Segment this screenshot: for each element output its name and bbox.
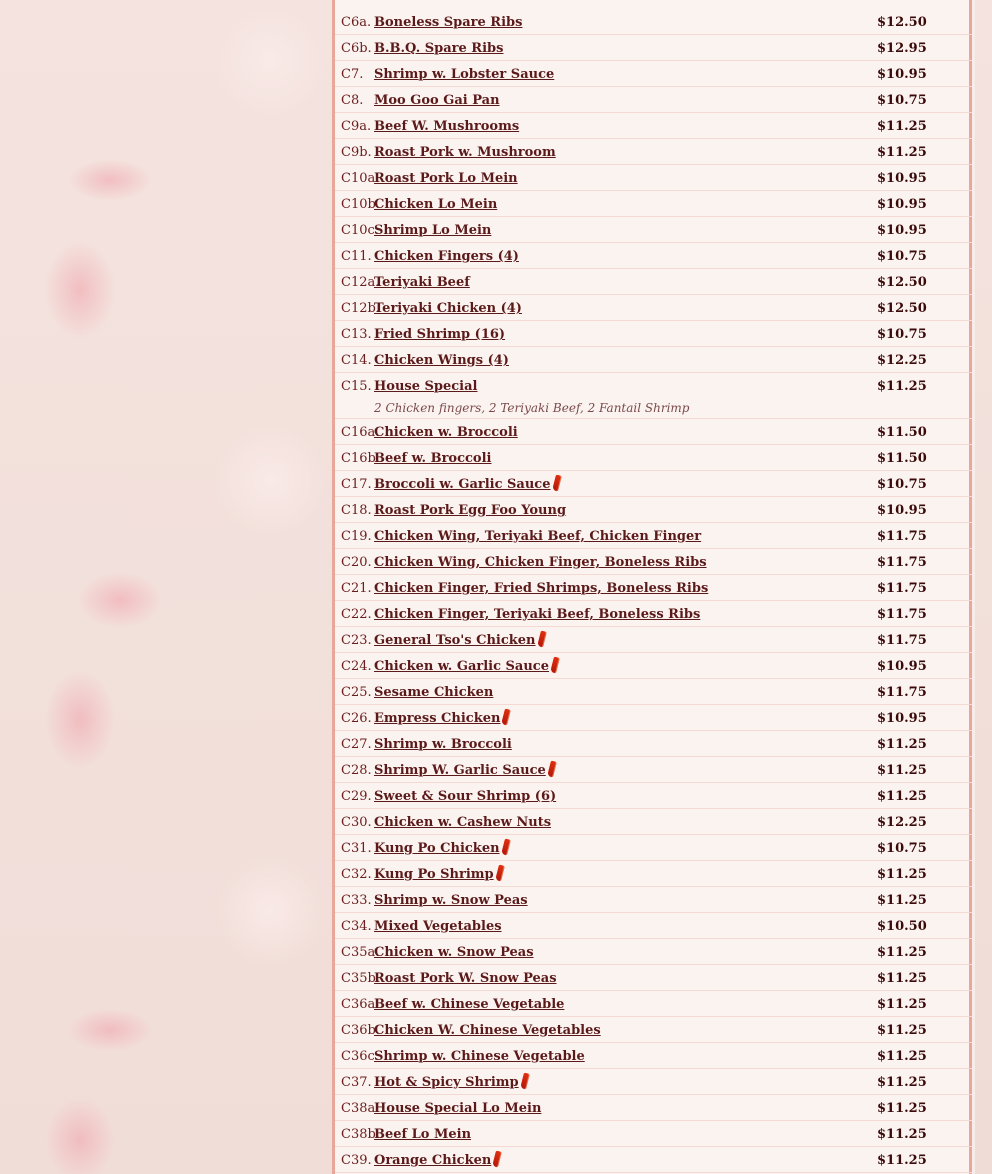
menu-item-row — [335, 190, 972, 217]
item-code: C13. — [341, 327, 372, 342]
item-name-link[interactable]: Shrimp W. Garlic Sauce — [374, 763, 546, 778]
item-code: C35b. — [341, 971, 380, 986]
item-name-link[interactable]: Sesame Chicken — [374, 685, 494, 700]
item-code: C38a. — [341, 1101, 380, 1116]
item-code: C23. — [341, 633, 372, 648]
item-name-link[interactable]: Broccoli w. Garlic Sauce — [374, 477, 551, 492]
item-code: C24. — [341, 659, 372, 674]
menu-item-row — [335, 496, 972, 523]
item-name-link[interactable]: Kung Po Shrimp — [374, 867, 494, 882]
item-name-link[interactable]: Shrimp w. Lobster Sauce — [374, 67, 555, 82]
item-code: C30. — [341, 815, 372, 830]
chili-pepper-icon — [537, 631, 547, 648]
item-code: C20. — [341, 555, 372, 570]
menu-item-row — [335, 138, 972, 165]
menu-item-row — [335, 990, 972, 1017]
item-code: C15. — [341, 379, 372, 394]
item-code: C21. — [341, 581, 372, 596]
item-name-link[interactable]: Chicken W. Chinese Vegetables — [374, 1023, 601, 1038]
menu-item-row — [335, 86, 972, 113]
item-code: C31. — [341, 841, 372, 856]
menu-item-row — [335, 938, 972, 965]
item-price: $10.95 — [877, 223, 927, 238]
item-code: C6b. — [341, 41, 372, 56]
menu-item-row — [335, 626, 972, 653]
menu-item-row — [335, 860, 972, 887]
menu-item-row — [335, 268, 972, 295]
item-code: C12a. — [341, 275, 380, 290]
item-code: C9a. — [341, 119, 372, 134]
item-name-link[interactable]: Chicken Fingers (4) — [374, 249, 519, 264]
page-background-left — [0, 0, 332, 1174]
item-code: C19. — [341, 529, 372, 544]
item-price: $11.25 — [877, 1049, 927, 1064]
menu-item-row — [335, 1042, 972, 1069]
menu-item-row — [335, 730, 972, 757]
menu-item-row — [335, 912, 972, 939]
menu-panel — [332, 0, 972, 1174]
item-code: C37. — [341, 1075, 372, 1090]
item-price: $10.50 — [877, 919, 927, 934]
menu-item-row — [335, 782, 972, 809]
menu-item-row — [335, 522, 972, 549]
item-name-link[interactable]: Beef w. Broccoli — [374, 451, 492, 466]
menu-item-row — [335, 808, 972, 835]
item-code: C28. — [341, 763, 372, 778]
menu-item-row — [335, 60, 972, 87]
item-price: $11.25 — [877, 945, 927, 960]
item-name-link[interactable]: Shrimp w. Snow Peas — [374, 893, 528, 908]
item-name-link[interactable]: Chicken w. Cashew Nuts — [374, 815, 552, 830]
item-price: $11.25 — [877, 1153, 927, 1168]
item-code: C36c. — [341, 1049, 379, 1064]
menu-item-row — [335, 834, 972, 861]
item-price: $12.50 — [877, 15, 927, 30]
item-price: $10.95 — [877, 171, 927, 186]
item-code: C36b. — [341, 1023, 380, 1038]
item-price: $10.95 — [877, 67, 927, 82]
chili-pepper-icon — [520, 1073, 530, 1090]
item-name-link[interactable]: Roast Pork W. Snow Peas — [374, 971, 557, 986]
item-price: $10.75 — [877, 93, 927, 108]
item-name-link[interactable]: Beef w. Chinese Vegetable — [374, 997, 565, 1012]
menu-item-row — [335, 704, 972, 731]
item-name-link[interactable]: Hot & Spicy Shrimp — [374, 1075, 519, 1090]
item-code: C25. — [341, 685, 372, 700]
item-price: $11.25 — [877, 893, 927, 908]
item-code: C7. — [341, 67, 364, 82]
item-name-link[interactable]: Moo Goo Gai Pan — [374, 93, 500, 108]
item-price: $11.25 — [877, 763, 927, 778]
page-background-right — [975, 0, 992, 1174]
menu-item-row — [335, 886, 972, 913]
item-code: C34. — [341, 919, 372, 934]
item-code: C17. — [341, 477, 372, 492]
chili-pepper-icon — [552, 475, 562, 492]
item-name-link[interactable]: Shrimp Lo Mein — [374, 223, 492, 238]
item-code: C10c. — [341, 223, 379, 238]
menu-item-row — [335, 216, 972, 243]
item-price: $11.25 — [877, 1101, 927, 1116]
item-price: $10.95 — [877, 711, 927, 726]
item-price: $11.25 — [877, 737, 927, 752]
chili-pepper-icon — [501, 839, 511, 856]
item-name-link[interactable]: Chicken w. Snow Peas — [374, 945, 534, 960]
menu-item-row — [335, 418, 972, 445]
item-price: $11.75 — [877, 633, 927, 648]
item-name-link[interactable]: Chicken w. Broccoli — [374, 425, 518, 440]
item-description: 2 Chicken fingers, 2 Teriyaki Beef, 2 Fantail Shrimp — [374, 401, 690, 415]
item-price: $11.25 — [877, 971, 927, 986]
item-code: C12b. — [341, 301, 380, 316]
menu-item-row — [335, 470, 972, 497]
menu-item-row — [335, 756, 972, 783]
item-price: $10.75 — [877, 477, 927, 492]
menu-item-row — [335, 574, 972, 601]
item-name-link[interactable]: Teriyaki Chicken (4) — [374, 301, 522, 316]
item-code: C22. — [341, 607, 372, 622]
item-name-link[interactable]: Boneless Spare Ribs — [374, 15, 523, 30]
item-price: $11.75 — [877, 529, 927, 544]
item-price: $11.25 — [877, 789, 927, 804]
item-price: $11.25 — [877, 997, 927, 1012]
item-price: $11.75 — [877, 555, 927, 570]
item-code: C39. — [341, 1153, 372, 1168]
menu-item-row — [335, 600, 972, 627]
chili-pepper-icon — [495, 865, 505, 882]
item-code: C16a. — [341, 425, 380, 440]
item-name-link[interactable]: Empress Chicken — [374, 711, 501, 726]
item-code: C18. — [341, 503, 372, 518]
menu-item-row — [335, 112, 972, 139]
item-price: $10.95 — [877, 197, 927, 212]
item-code: C33. — [341, 893, 372, 908]
item-code: C16b. — [341, 451, 380, 466]
item-name-link[interactable]: House Special Lo Mein — [374, 1101, 542, 1116]
item-code: C35a. — [341, 945, 380, 960]
item-name-link[interactable]: B.B.Q. Spare Ribs — [374, 41, 504, 56]
item-price: $12.25 — [877, 353, 927, 368]
chili-pepper-icon — [501, 709, 511, 726]
item-price: $11.25 — [877, 1075, 927, 1090]
menu-item-row — [335, 1016, 972, 1043]
item-price: $11.50 — [877, 451, 927, 466]
menu-item-row — [335, 346, 972, 373]
item-price: $12.50 — [877, 275, 927, 290]
item-name-link[interactable]: Chicken Lo Mein — [374, 197, 498, 212]
menu-item-row — [335, 320, 972, 347]
item-name-link[interactable]: General Tso's Chicken — [374, 633, 536, 648]
item-name-link[interactable]: Shrimp w. Broccoli — [374, 737, 512, 752]
item-price: $11.25 — [877, 145, 927, 160]
item-price: $12.25 — [877, 815, 927, 830]
item-code: C27. — [341, 737, 372, 752]
item-name-link[interactable]: Kung Po Chicken — [374, 841, 500, 856]
item-code: C38b. — [341, 1127, 380, 1142]
chili-pepper-icon — [492, 1151, 502, 1168]
item-price: $11.25 — [877, 379, 927, 394]
item-name-link[interactable]: Chicken Finger, Teriyaki Beef, Boneless Ribs — [374, 607, 701, 622]
item-name-link[interactable]: Roast Pork Lo Mein — [374, 171, 518, 186]
menu-item-row — [335, 652, 972, 679]
menu-item-row — [335, 242, 972, 269]
item-price: $11.75 — [877, 581, 927, 596]
item-name-link[interactable]: Chicken w. Garlic Sauce — [374, 659, 549, 674]
item-name-link[interactable]: Roast Pork w. Mushroom — [374, 145, 556, 160]
item-name-link[interactable]: Beef W. Mushrooms — [374, 119, 520, 134]
menu-item-row — [335, 444, 972, 471]
item-code: C11. — [341, 249, 372, 264]
item-name-link[interactable]: Beef Lo Mein — [374, 1127, 472, 1142]
item-code: C32. — [341, 867, 372, 882]
item-name-link[interactable]: Fried Shrimp (16) — [374, 327, 506, 342]
item-price: $10.75 — [877, 249, 927, 264]
menu-item-row — [335, 1146, 972, 1173]
item-price: $11.25 — [877, 119, 927, 134]
item-code: C9b. — [341, 145, 372, 160]
item-price: $12.95 — [877, 41, 927, 56]
item-code: C29. — [341, 789, 372, 804]
item-price: $10.75 — [877, 841, 927, 856]
item-price: $11.50 — [877, 425, 927, 440]
item-code: C10a. — [341, 171, 380, 186]
item-name-link[interactable]: Chicken Wing, Teriyaki Beef, Chicken Finger — [374, 529, 702, 544]
menu-item-row — [335, 1068, 972, 1095]
item-name-link[interactable]: Teriyaki Beef — [374, 275, 470, 290]
menu-item-row — [335, 372, 972, 419]
menu-item-row — [335, 548, 972, 575]
item-price: $10.95 — [877, 503, 927, 518]
item-name-link[interactable]: Shrimp w. Chinese Vegetable — [374, 1049, 585, 1064]
item-price: $10.95 — [877, 659, 927, 674]
item-price: $11.75 — [877, 685, 927, 700]
menu-item-row — [335, 1094, 972, 1121]
item-name-link[interactable]: Roast Pork Egg Foo Young — [374, 503, 567, 518]
item-code: C8. — [341, 93, 364, 108]
menu-item-row — [335, 34, 972, 61]
item-name-link[interactable]: Chicken Wing, Chicken Finger, Boneless Ribs — [374, 555, 707, 570]
item-name-link[interactable]: Orange Chicken — [374, 1153, 492, 1168]
menu-item-row — [335, 1120, 972, 1147]
item-code: C14. — [341, 353, 372, 368]
item-code: C10b. — [341, 197, 380, 212]
item-code: C36a. — [341, 997, 380, 1012]
item-price: $12.50 — [877, 301, 927, 316]
item-price: $11.25 — [877, 867, 927, 882]
item-name-link[interactable]: Mixed Vegetables — [374, 919, 502, 934]
item-price: $11.75 — [877, 607, 927, 622]
item-code: C6a. — [341, 15, 372, 30]
item-name-link[interactable]: Chicken Wings (4) — [374, 353, 509, 368]
item-name-link[interactable]: Sweet & Sour Shrimp (6) — [374, 789, 557, 804]
menu-item-row — [335, 678, 972, 705]
item-price: $11.25 — [877, 1127, 927, 1142]
item-name-link[interactable]: Chicken Finger, Fried Shrimps, Boneless Ribs — [374, 581, 709, 596]
menu-item-row — [335, 294, 972, 321]
menu-item-row — [335, 8, 972, 35]
item-code: C26. — [341, 711, 372, 726]
menu-item-row — [335, 164, 972, 191]
item-name-link[interactable]: House Special — [374, 379, 478, 394]
item-price: $10.75 — [877, 327, 927, 342]
chili-pepper-icon — [550, 657, 560, 674]
chili-pepper-icon — [547, 761, 557, 778]
item-price: $11.25 — [877, 1023, 927, 1038]
menu-item-row — [335, 964, 972, 991]
